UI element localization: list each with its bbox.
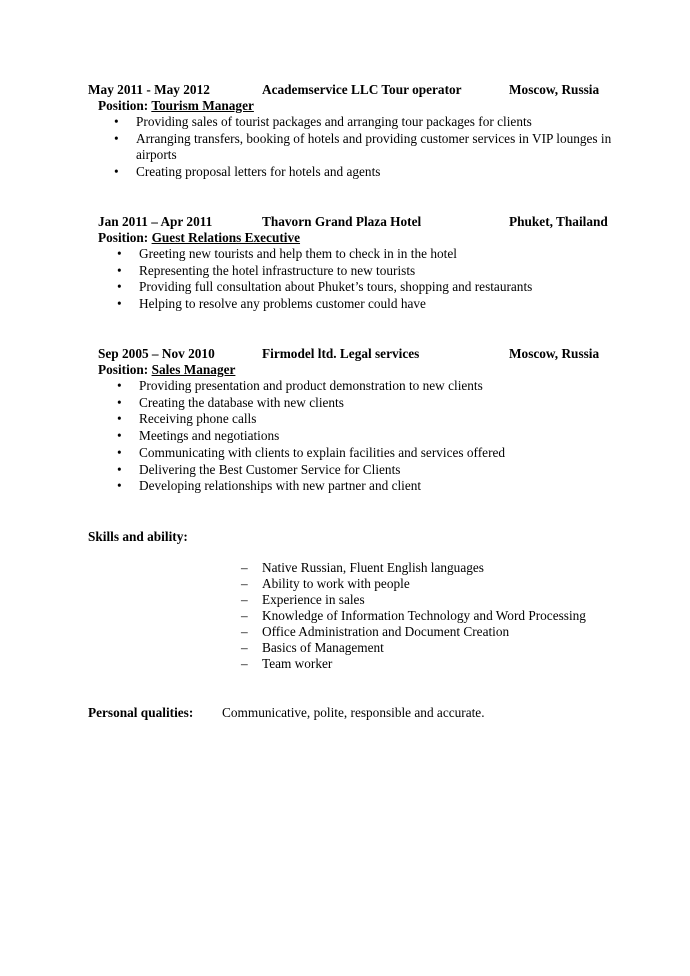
position-title: Tourism Manager — [151, 98, 254, 113]
list-item: – Basics of Management — [241, 640, 384, 655]
job-dates: Jan 2011 – Apr 2011 — [98, 214, 213, 229]
list-item: – Ability to work with people — [241, 576, 410, 591]
list-item: • Arranging transfers, booking of hotels and providing customer services in VIP lounges in airports — [114, 130, 612, 163]
list-item: • Providing presentation and product demonstration to new clients — [117, 378, 483, 393]
section-heading: Skills and ability: — [88, 529, 188, 544]
position-line — [98, 362, 235, 378]
bullet-icon: • — [114, 164, 119, 180]
bullet-icon: • — [117, 279, 122, 295]
list-item: – Experience in sales — [241, 592, 365, 607]
position-line — [98, 98, 254, 114]
list-item: – Knowledge of Information Technology and Word Processing — [241, 608, 586, 623]
personal-qualities-text: Communicative, polite, responsible and accurate. — [222, 705, 485, 720]
position-title: Sales Manager — [151, 362, 236, 377]
bullet-icon: • — [117, 444, 122, 460]
bullet-icon: • — [117, 296, 122, 312]
skills-list — [241, 560, 642, 672]
job-dates: May 2011 - May 2012 — [88, 82, 210, 97]
list-item: • Greeting new tourists and help them to check in in the hotel — [117, 246, 457, 261]
position-label: Position: — [98, 362, 149, 377]
list-item: – Native Russian, Fluent English languages — [241, 560, 484, 575]
list-item: • Representing the hotel infrastructure to new tourists — [117, 262, 416, 278]
dash-icon: – — [241, 608, 248, 623]
list-item: • Developing relationships with new partner and client — [117, 478, 422, 494]
job-company: Academservice LLC Tour operator — [262, 82, 462, 97]
bullet-icon: • — [114, 130, 119, 146]
list-item: • Meetings and negotiations — [117, 428, 280, 444]
bullet-icon: • — [114, 114, 119, 129]
position-label: Position: — [98, 230, 149, 245]
job-location: Phuket, Thailand — [509, 214, 608, 229]
bullet-icon: • — [117, 394, 122, 410]
position-line — [98, 230, 300, 246]
job-company: Thavorn Grand Plaza Hotel — [262, 214, 422, 229]
position-title: Guest Relations Executive — [151, 230, 301, 245]
list-item: • Creating proposal letters for hotels and agents — [114, 164, 381, 180]
bullet-icon: • — [117, 461, 122, 477]
list-item: • Receiving phone calls — [117, 411, 257, 427]
bullet-icon: • — [117, 246, 122, 261]
dash-icon: – — [241, 640, 248, 655]
job-location: Moscow, Russia — [509, 82, 600, 97]
list-item: • Providing full consultation about Phuket’s tours, shopping and restaurants — [117, 279, 533, 295]
position-label: Position: — [98, 98, 149, 113]
bullet-icon: • — [117, 378, 122, 393]
job-dates: Sep 2005 – Nov 2010 — [98, 346, 215, 361]
list-item: • Delivering the Best Customer Service for Clients — [117, 461, 401, 477]
dash-icon: – — [241, 576, 248, 591]
list-item: – Team worker — [241, 656, 333, 671]
duties-list — [117, 378, 639, 495]
dash-icon: – — [241, 592, 248, 607]
list-item: • Providing sales of tourist packages and arranging tour packages for clients — [114, 114, 532, 129]
list-item: • Creating the database with new clients — [117, 394, 344, 410]
section-heading: Personal qualities: — [88, 705, 194, 720]
job-location: Moscow, Russia — [509, 346, 600, 361]
dash-icon: – — [241, 624, 248, 639]
dash-icon: – — [241, 560, 248, 575]
bullet-icon: • — [117, 478, 122, 494]
list-item: • Communicating with clients to explain facilities and services offered — [117, 444, 506, 460]
duties-list — [117, 246, 639, 313]
duties-list — [114, 114, 646, 181]
list-item: – Office Administration and Document Creation — [241, 624, 510, 639]
list-item: • Helping to resolve any problems customer could have — [117, 296, 426, 312]
bullet-icon: • — [117, 411, 122, 427]
bullet-icon: • — [117, 262, 122, 278]
bullet-icon: • — [117, 428, 122, 444]
dash-icon: – — [241, 656, 248, 671]
job-company: Firmodel ltd. Legal services — [262, 346, 420, 361]
